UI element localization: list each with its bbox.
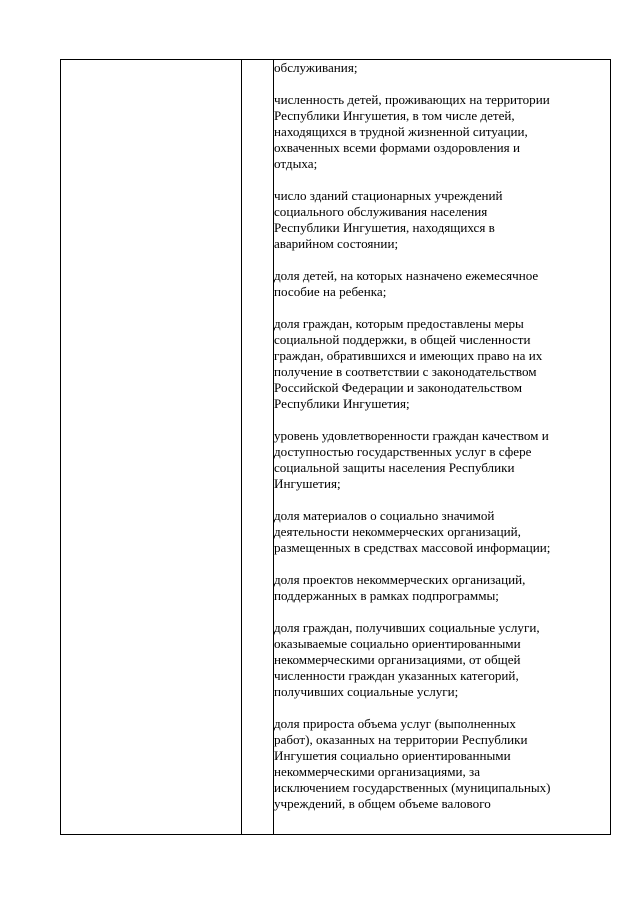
table-row (61, 60, 611, 835)
indicator-paragraph: доля материалов о социально значимой деятельности некоммерческих организаций, размещенных в средствах массовой информации; (274, 508, 551, 555)
document-table (60, 59, 611, 835)
indicator-paragraph: доля проектов некоммерческих организаций, поддержанных в рамках подпрограммы; (274, 572, 526, 603)
indicator-paragraph: доля детей, на которых назначено ежемесячное пособие на ребенка; (274, 268, 539, 299)
indicator-paragraph: доля граждан, которым предоставлены меры социальной поддержки, в общей численности граждан, обратившихся и имеющих право на их получение в соответствии с законодательством Российской Федерации и законодательством Республики Ингушетия; (274, 316, 543, 411)
indicator-paragraph: доля граждан, получивших социальные услуги, оказываемые социально ориентированными некоммерческими организациями, от общей численности граждан указанных категорий, получивших социальные услуги; (274, 620, 540, 699)
indicator-paragraph: численность детей, проживающих на территории Республики Ингушетия, в том числе детей, находящихся в трудной жизненной ситуации, охваченных всеми формами оздоровления и отдыха; (274, 92, 550, 171)
indicator-paragraph: уровень удовлетворенности граждан качеством и доступностью государственных услуг в сфере социальной защиты населения Республики Ингушетия; (274, 428, 549, 491)
indicator-paragraph: доля прироста объема услуг (выполненных работ), оказанных на территории Республики Ингушетия социально ориентированными некоммерческими организациями, за исключением государственных (муниципальных) учреждений, в общем объеме валового (274, 716, 551, 811)
indicator-paragraph: обслуживания; (274, 60, 358, 75)
table-cell-indicators (274, 60, 611, 835)
indicator-paragraph: число зданий стационарных учреждений социального обслуживания населения Республики Ингушетия, находящихся в аварийном состоянии; (274, 188, 503, 251)
table-cell-middle (242, 60, 274, 835)
table-cell-left (61, 60, 242, 835)
